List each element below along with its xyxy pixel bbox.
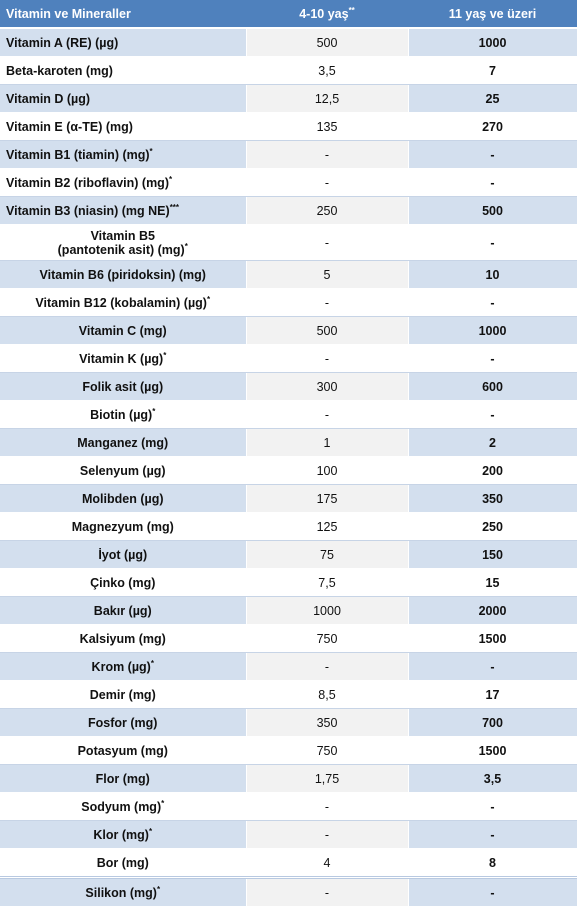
nutrient-name [0,169,246,197]
table-row [0,261,577,289]
nutrient-label: Biotin (µg) [90,407,153,422]
nutrient-label: Krom (µg) [91,659,151,674]
table-row [0,793,577,821]
footnote-mark: ** [348,5,355,15]
value-4-10: - [246,169,408,197]
footnote-mark: * [156,884,161,894]
header-label: 4-10 yaş [299,6,349,21]
table-row [0,849,577,878]
value-4-10: - [246,141,408,169]
footnote-mark: * [184,241,188,251]
nutrient-name [0,401,246,429]
table-row [0,429,577,457]
nutrient-name [0,261,246,289]
value-4-10: 4 [246,849,408,878]
nutrient-label: İyot (µg) [98,547,148,562]
value-4-10: - [246,821,408,849]
nutrient-name [0,373,246,401]
nutrient-name [0,765,246,793]
value-4-10: 1 [246,429,408,457]
value-11-plus: - [408,878,577,907]
nutrient-label: Vitamin B1 (tiamin) (mg) [6,147,150,162]
value-4-10: - [246,878,408,907]
value-11-plus: 350 [408,485,577,513]
footnote-mark: * [163,350,167,360]
table-row [0,169,577,197]
header-row [0,0,577,28]
nutrient-name [0,681,246,709]
value-4-10: 100 [246,457,408,485]
value-11-plus: 1000 [408,317,577,345]
value-4-10: 500 [246,28,408,57]
header-label: Vitamin ve Mineraller [6,6,131,21]
value-11-plus: 1000 [408,28,577,57]
nutrient-name [0,141,246,169]
nutrient-name [0,113,246,141]
value-11-plus: 25 [408,85,577,113]
value-11-plus: - [408,169,577,197]
value-4-10: 750 [246,737,408,765]
nutrient-label: Demir (mg) [89,687,156,702]
value-11-plus: 150 [408,541,577,569]
nutrient-label: Çinko (mg) [90,575,156,590]
value-4-10: 1000 [246,597,408,625]
value-11-plus: - [408,345,577,373]
nutrient-label: Flor (mg) [95,771,150,786]
nutrient-name [0,569,246,597]
value-4-10: 7,5 [246,569,408,597]
nutrient-name [0,597,246,625]
table-row [0,681,577,709]
nutrient-name [0,653,246,681]
value-11-plus: - [408,793,577,821]
nutrient-label: Sodyum (mg) [81,799,162,814]
value-4-10: - [246,225,408,261]
nutrient-name [0,57,246,85]
table-row [0,225,577,261]
value-4-10: 175 [246,485,408,513]
nutrient-label: Bor (mg) [96,855,149,870]
value-11-plus: 15 [408,569,577,597]
table-row [0,113,577,141]
value-4-10: 12,5 [246,85,408,113]
table-row [0,141,577,169]
value-4-10: - [246,401,408,429]
value-4-10: 750 [246,625,408,653]
value-11-plus: 700 [408,709,577,737]
footnote-mark: * [168,174,173,184]
value-11-plus: 7 [408,57,577,85]
value-4-10: 125 [246,513,408,541]
nutrient-label: Magnezyum (mg) [71,519,174,534]
nutrient-label: Kalsiyum (mg) [79,631,166,646]
nutrient-name [0,849,246,878]
table-row [0,821,577,849]
nutrient-name [0,485,246,513]
nutrient-name [0,429,246,457]
table-row [0,457,577,485]
table-header [0,0,577,28]
header-label: 11 yaş ve üzeri [448,6,537,21]
value-11-plus: - [408,401,577,429]
table-row [0,317,577,345]
footnote-mark: * [149,146,153,156]
header-age-11-plus [408,0,577,28]
nutrient-name [0,709,246,737]
table-row [0,513,577,541]
nutrient-name [0,197,246,225]
footnote-mark: * [152,406,156,416]
value-4-10: 300 [246,373,408,401]
value-11-plus: 250 [408,513,577,541]
value-4-10: - [246,653,408,681]
nutrient-name [0,793,246,821]
footnote-mark: * [161,798,165,808]
table-row [0,765,577,793]
value-4-10: - [246,345,408,373]
nutrient-label: Vitamin D (µg) [6,91,91,106]
value-11-plus: - [408,653,577,681]
nutrient-label: Beta-karoten (mg) [6,63,113,78]
nutrient-label: Fosfor (mg) [88,715,158,730]
nutrient-name [0,457,246,485]
header-vitamins-minerals [0,0,246,28]
value-11-plus: - [408,821,577,849]
value-4-10: 8,5 [246,681,408,709]
nutrient-label: Vitamin B6 (piridoksin) (mg) [39,267,206,282]
value-11-plus: 3,5 [408,765,577,793]
table-row [0,709,577,737]
table-row [0,373,577,401]
nutrient-label: Vitamin E (α-TE) (mg) [6,119,133,134]
value-11-plus: 1500 [408,625,577,653]
value-11-plus: 17 [408,681,577,709]
nutrient-name [0,541,246,569]
value-4-10: - [246,289,408,317]
value-11-plus: - [408,141,577,169]
value-4-10: 75 [246,541,408,569]
table-row [0,197,577,225]
nutrient-name [0,317,246,345]
value-11-plus: 2 [408,429,577,457]
nutrient-label: Vitamin B12 (kobalamin) (µg) [35,295,207,310]
nutrient-label: Bakır (µg) [93,603,152,618]
nutrient-label: Vitamin B2 (riboflavin) (mg) [6,175,169,190]
footnote-mark: * [150,658,154,668]
nutrient-name [0,345,246,373]
nutrient-label: Potasyum (mg) [77,743,168,758]
nutrient-name [0,878,246,907]
value-11-plus: - [408,225,577,261]
table-row [0,597,577,625]
nutrient-name [0,821,246,849]
value-4-10: 3,5 [246,57,408,85]
value-11-plus: - [408,289,577,317]
value-4-10: 250 [246,197,408,225]
value-4-10: 5 [246,261,408,289]
value-11-plus: 500 [408,197,577,225]
footnote-mark: *** [169,202,180,212]
footnote-mark: * [148,826,153,836]
value-11-plus: 600 [408,373,577,401]
nutrient-label: Klor (mg) [93,827,149,842]
table-row [0,653,577,681]
table-row [0,541,577,569]
value-11-plus: 2000 [408,597,577,625]
value-4-10: 135 [246,113,408,141]
table-body [0,28,577,907]
table-row [0,28,577,57]
nutrient-name [0,513,246,541]
table-row [0,85,577,113]
table-row [0,737,577,765]
value-11-plus: 1500 [408,737,577,765]
nutrient-name [0,289,246,317]
nutrient-name [0,737,246,765]
value-11-plus: 200 [408,457,577,485]
value-11-plus: 8 [408,849,577,878]
header-age-4-10 [246,0,408,28]
nutrient-label: Vitamin A (RE) (µg) [6,35,119,50]
nutrient-label: Vitamin C (mg) [78,323,167,338]
table-row [0,625,577,653]
table-row [0,878,577,907]
nutrient-label: Vitamin B5 [90,228,155,243]
nutrient-name [0,28,246,57]
value-4-10: - [246,793,408,821]
table-row [0,485,577,513]
nutrient-name [0,225,246,261]
value-11-plus: 270 [408,113,577,141]
nutrient-label: Silikon (mg) [85,885,157,900]
table-row [0,569,577,597]
nutrient-name [0,85,246,113]
nutrient-label: Vitamin K (µg) [79,351,164,366]
value-4-10: 500 [246,317,408,345]
nutrient-label: Vitamin B3 (niasin) (mg NE) [6,203,170,218]
nutrient-label-line2: (pantotenik asit) (mg) [57,242,185,257]
value-11-plus: 10 [408,261,577,289]
footnote-mark: * [206,294,211,304]
table-row [0,345,577,373]
value-4-10: 1,75 [246,765,408,793]
nutrient-label: Folik asit (µg) [82,379,164,394]
table-row [0,289,577,317]
value-4-10: 350 [246,709,408,737]
table-row [0,57,577,85]
nutrient-label: Manganez (mg) [77,435,169,450]
nutrient-label: Selenyum (µg) [79,463,166,478]
nutrient-name [0,625,246,653]
nutrient-label: Molibden (µg) [82,491,164,506]
table-row [0,401,577,429]
